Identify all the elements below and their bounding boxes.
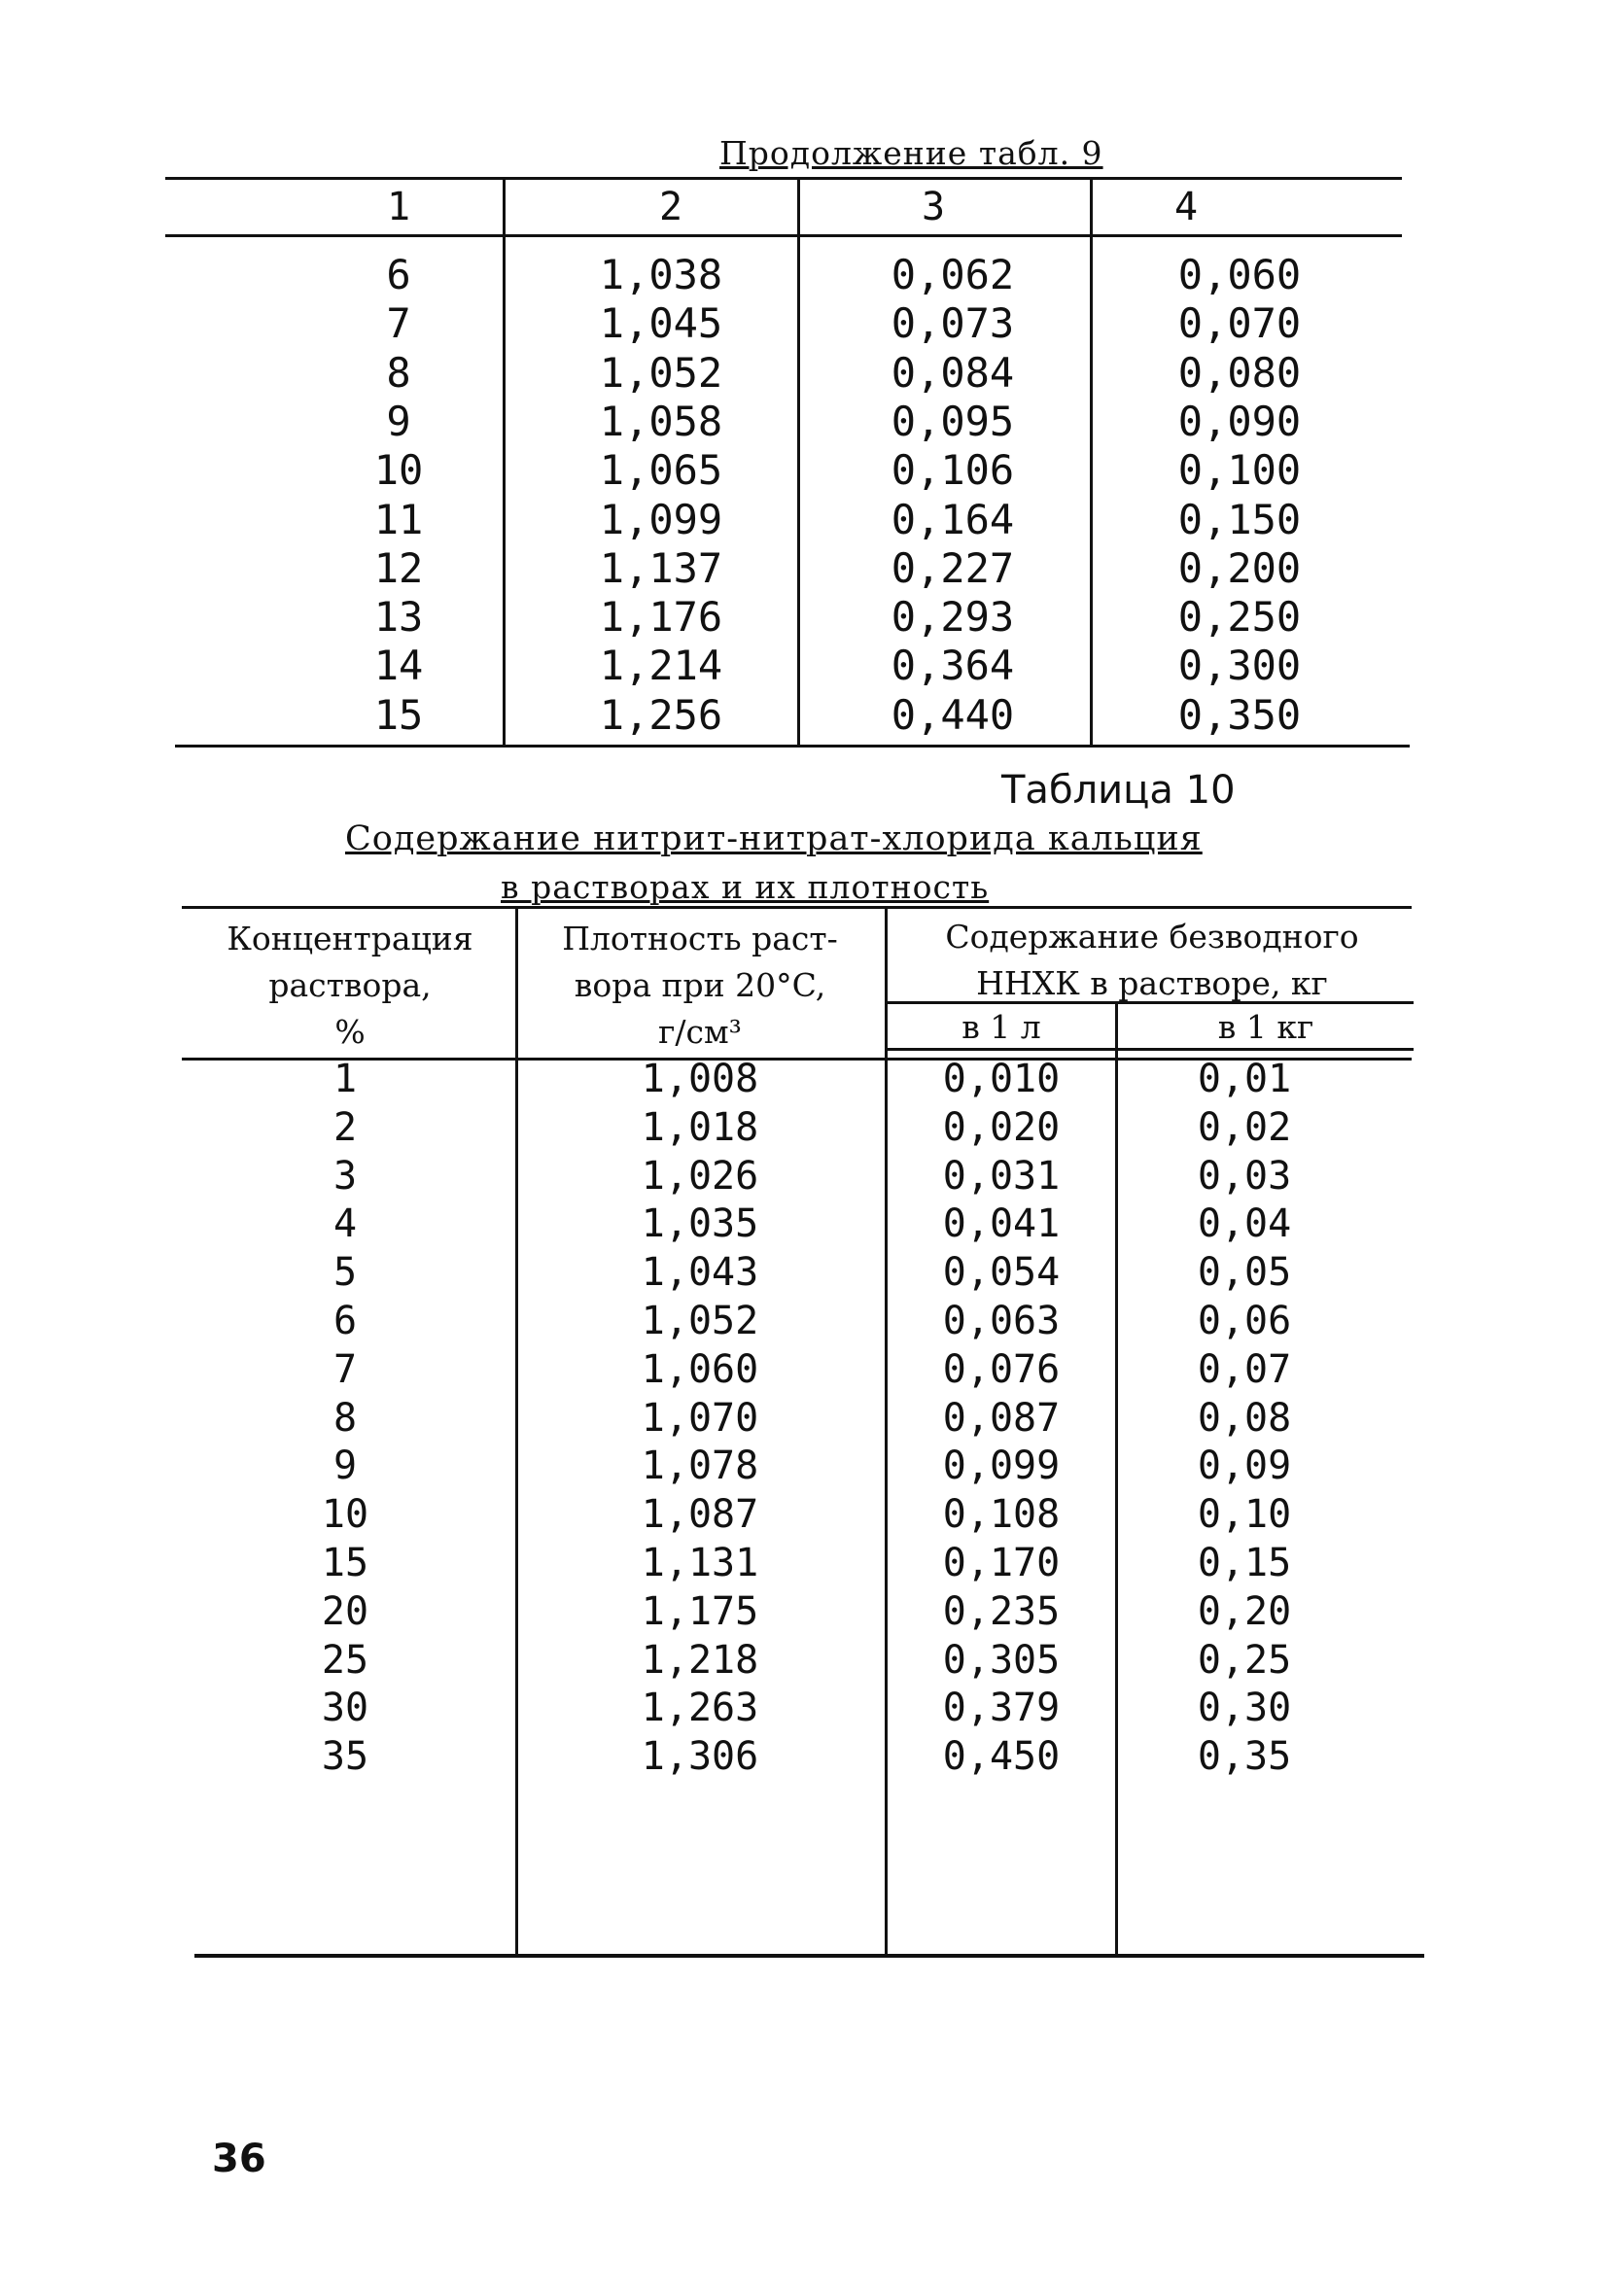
table-row — [0, 496, 1608, 544]
table-cell: 13 — [373, 593, 424, 642]
table10-subtitle-line1: Содержание нитрит-нитрат-хлорида кальция — [345, 819, 1203, 858]
table-row — [0, 299, 1608, 348]
table-row — [0, 1299, 1608, 1347]
table-row — [0, 349, 1608, 398]
table-row — [0, 1250, 1608, 1299]
table-cell: 1,058 — [599, 397, 723, 445]
table9-bottom-rule — [175, 745, 1410, 748]
table-cell: 0,099 — [942, 1444, 1061, 1489]
table10-top-rule — [182, 906, 1412, 909]
table-cell: 6 — [386, 251, 411, 298]
table-cell: 0,200 — [1177, 543, 1302, 592]
table-cell: 1,175 — [641, 1588, 759, 1634]
table-cell: 1,065 — [599, 446, 723, 495]
table-cell: 0,30 — [1197, 1686, 1292, 1731]
table-cell: 0,170 — [942, 1541, 1061, 1585]
table-row — [0, 398, 1608, 446]
table-cell: 6 — [332, 1299, 358, 1343]
table-cell: 0,20 — [1197, 1588, 1292, 1634]
table-cell: 0,095 — [891, 397, 1015, 445]
table-cell: 0,062 — [891, 251, 1015, 298]
table-row — [0, 642, 1608, 690]
table-cell: 1,035 — [641, 1201, 759, 1247]
table-cell: 35 — [321, 1734, 369, 1780]
table-cell: 9 — [386, 397, 411, 445]
table-cell: 1 — [332, 1057, 358, 1101]
table-cell: 0,440 — [891, 690, 1015, 739]
table9-header-rule — [165, 234, 1402, 237]
table-cell: 1,078 — [641, 1444, 759, 1489]
table10-header-content-group — [890, 914, 1415, 1007]
table-row — [0, 1057, 1608, 1105]
table-row — [0, 1686, 1608, 1734]
table10-header-density — [525, 916, 875, 1056]
header-group-line2: ННХК в растворе, кг — [976, 964, 1328, 1002]
table-row — [0, 1541, 1608, 1589]
table-cell: 0,087 — [942, 1395, 1061, 1441]
header-density-line3: г/см³ — [658, 1013, 742, 1051]
table-cell: 1,052 — [641, 1299, 759, 1343]
table-cell: 1,131 — [641, 1541, 759, 1585]
table-cell: 0,04 — [1197, 1201, 1292, 1247]
table-cell: 0,05 — [1197, 1250, 1292, 1296]
table10-subtitle-line2: в растворах и их плотность — [501, 868, 990, 906]
header-concentration-line2: раствора, — [268, 966, 432, 1004]
table-cell: 7 — [332, 1346, 358, 1392]
table-cell: 0,01 — [1197, 1057, 1292, 1101]
table9-header-1: 1 — [386, 185, 411, 229]
table-cell: 7 — [386, 299, 411, 348]
table-cell: 0,364 — [891, 642, 1015, 690]
table-row — [0, 1734, 1608, 1783]
table-cell: 1,256 — [599, 690, 723, 739]
table-cell: 11 — [373, 495, 424, 543]
table-row — [0, 1492, 1608, 1541]
table10-header-per-liter: в 1 л — [961, 1008, 1041, 1046]
table-cell: 15 — [373, 690, 424, 739]
table-cell: 0,076 — [942, 1346, 1061, 1392]
header-concentration-line3: % — [334, 1013, 366, 1051]
table-cell: 10 — [321, 1492, 369, 1538]
header-density-line1: Плотность раст- — [562, 920, 838, 957]
table-cell: 0,300 — [1177, 642, 1302, 690]
table-cell: 8 — [332, 1395, 358, 1441]
table10-bottom-rule — [194, 1954, 1424, 1958]
table-cell: 0,06 — [1197, 1299, 1292, 1343]
table-row — [0, 1444, 1608, 1492]
table-cell: 0,305 — [942, 1637, 1061, 1683]
table-cell: 0,15 — [1197, 1541, 1292, 1585]
table-cell: 1,137 — [599, 543, 723, 592]
table-row — [0, 1589, 1608, 1638]
table-cell: 14 — [373, 642, 424, 690]
table9-caption: Продолжение табл. 9 — [719, 134, 1103, 172]
table-cell: 0,08 — [1197, 1395, 1292, 1441]
table-cell: 8 — [386, 348, 411, 397]
table-cell: 0,379 — [942, 1686, 1061, 1731]
table-cell: 1,026 — [641, 1153, 759, 1199]
table-cell: 0,010 — [942, 1057, 1061, 1101]
table-cell: 1,045 — [599, 299, 723, 348]
table-cell: 0,063 — [942, 1299, 1061, 1343]
table9-header-4: 4 — [1173, 185, 1199, 229]
table-cell: 1,099 — [599, 495, 723, 543]
table-cell: 0,10 — [1197, 1492, 1292, 1538]
table-row — [0, 593, 1608, 642]
table-cell: 0,09 — [1197, 1444, 1292, 1489]
table-cell: 0,227 — [891, 543, 1015, 592]
table9-top-rule — [165, 177, 1402, 180]
table-row — [0, 1347, 1608, 1396]
table-row — [0, 691, 1608, 740]
table-cell: 0,235 — [942, 1588, 1061, 1634]
table-cell: 0,031 — [942, 1153, 1061, 1199]
table-row — [0, 1154, 1608, 1202]
table-cell: 1,043 — [641, 1250, 759, 1296]
table-cell: 3 — [332, 1153, 358, 1199]
table-cell: 9 — [332, 1444, 358, 1489]
table-row — [0, 1105, 1608, 1154]
table-cell: 4 — [332, 1201, 358, 1247]
table-cell: 0,150 — [1177, 495, 1302, 543]
table-cell: 10 — [373, 446, 424, 495]
table-row — [0, 446, 1608, 495]
table-row — [0, 544, 1608, 593]
table9-header-3: 3 — [921, 185, 946, 229]
table-cell: 0,020 — [942, 1104, 1061, 1150]
table-cell: 1,008 — [641, 1057, 759, 1101]
table9-header-2: 2 — [658, 185, 683, 229]
table-cell: 1,306 — [641, 1734, 759, 1780]
table-cell: 2 — [332, 1104, 358, 1150]
table-cell: 0,350 — [1177, 690, 1302, 739]
table-cell: 0,060 — [1177, 251, 1302, 298]
header-density-line2: вора при 20°C, — [574, 966, 826, 1004]
table-cell: 1,052 — [599, 348, 723, 397]
page-number: 36 — [212, 2137, 266, 2181]
table-cell: 1,218 — [641, 1637, 759, 1683]
table-cell: 12 — [373, 543, 424, 592]
table-row — [0, 251, 1608, 299]
header-concentration-line1: Концентрация — [227, 920, 473, 957]
table-cell: 0,070 — [1177, 299, 1302, 348]
table-cell: 0,108 — [942, 1492, 1061, 1538]
table-cell: 20 — [321, 1588, 369, 1634]
table-cell: 0,073 — [891, 299, 1015, 348]
table-cell: 0,100 — [1177, 446, 1302, 495]
table10-header-per-kg: в 1 кг — [1217, 1008, 1314, 1046]
table-cell: 0,090 — [1177, 397, 1302, 445]
table-cell: 1,060 — [641, 1346, 759, 1392]
table-cell: 1,070 — [641, 1395, 759, 1441]
table-cell: 1,087 — [641, 1492, 759, 1538]
table-row — [0, 1638, 1608, 1687]
table-cell: 0,084 — [891, 348, 1015, 397]
table-cell: 0,080 — [1177, 348, 1302, 397]
table-cell: 30 — [321, 1686, 369, 1731]
table-cell: 1,018 — [641, 1104, 759, 1150]
table-cell: 5 — [332, 1250, 358, 1296]
table10-title: Таблица 10 — [1001, 768, 1236, 813]
table10-header-concentration — [194, 916, 506, 1056]
table-row — [0, 1396, 1608, 1444]
table-cell: 15 — [321, 1541, 369, 1585]
table-cell: 0,106 — [891, 446, 1015, 495]
table-cell: 1,176 — [599, 593, 723, 642]
table-cell: 0,250 — [1177, 593, 1302, 642]
table-cell: 1,214 — [599, 642, 723, 690]
table-cell: 0,450 — [942, 1734, 1061, 1780]
table-cell: 0,293 — [891, 593, 1015, 642]
table-cell: 0,02 — [1197, 1104, 1292, 1150]
table-cell: 1,038 — [599, 251, 723, 298]
table-cell: 0,25 — [1197, 1637, 1292, 1683]
table-cell: 0,07 — [1197, 1346, 1292, 1392]
table-cell: 0,164 — [891, 495, 1015, 543]
table-cell: 0,054 — [942, 1250, 1061, 1296]
header-group-line1: Содержание безводного — [945, 918, 1359, 956]
table-row — [0, 1201, 1608, 1250]
table-cell: 0,03 — [1197, 1153, 1292, 1199]
table-cell: 25 — [321, 1637, 369, 1683]
table-cell: 1,263 — [641, 1686, 759, 1731]
table-cell: 0,35 — [1197, 1734, 1292, 1780]
table-cell: 0,041 — [942, 1201, 1061, 1247]
